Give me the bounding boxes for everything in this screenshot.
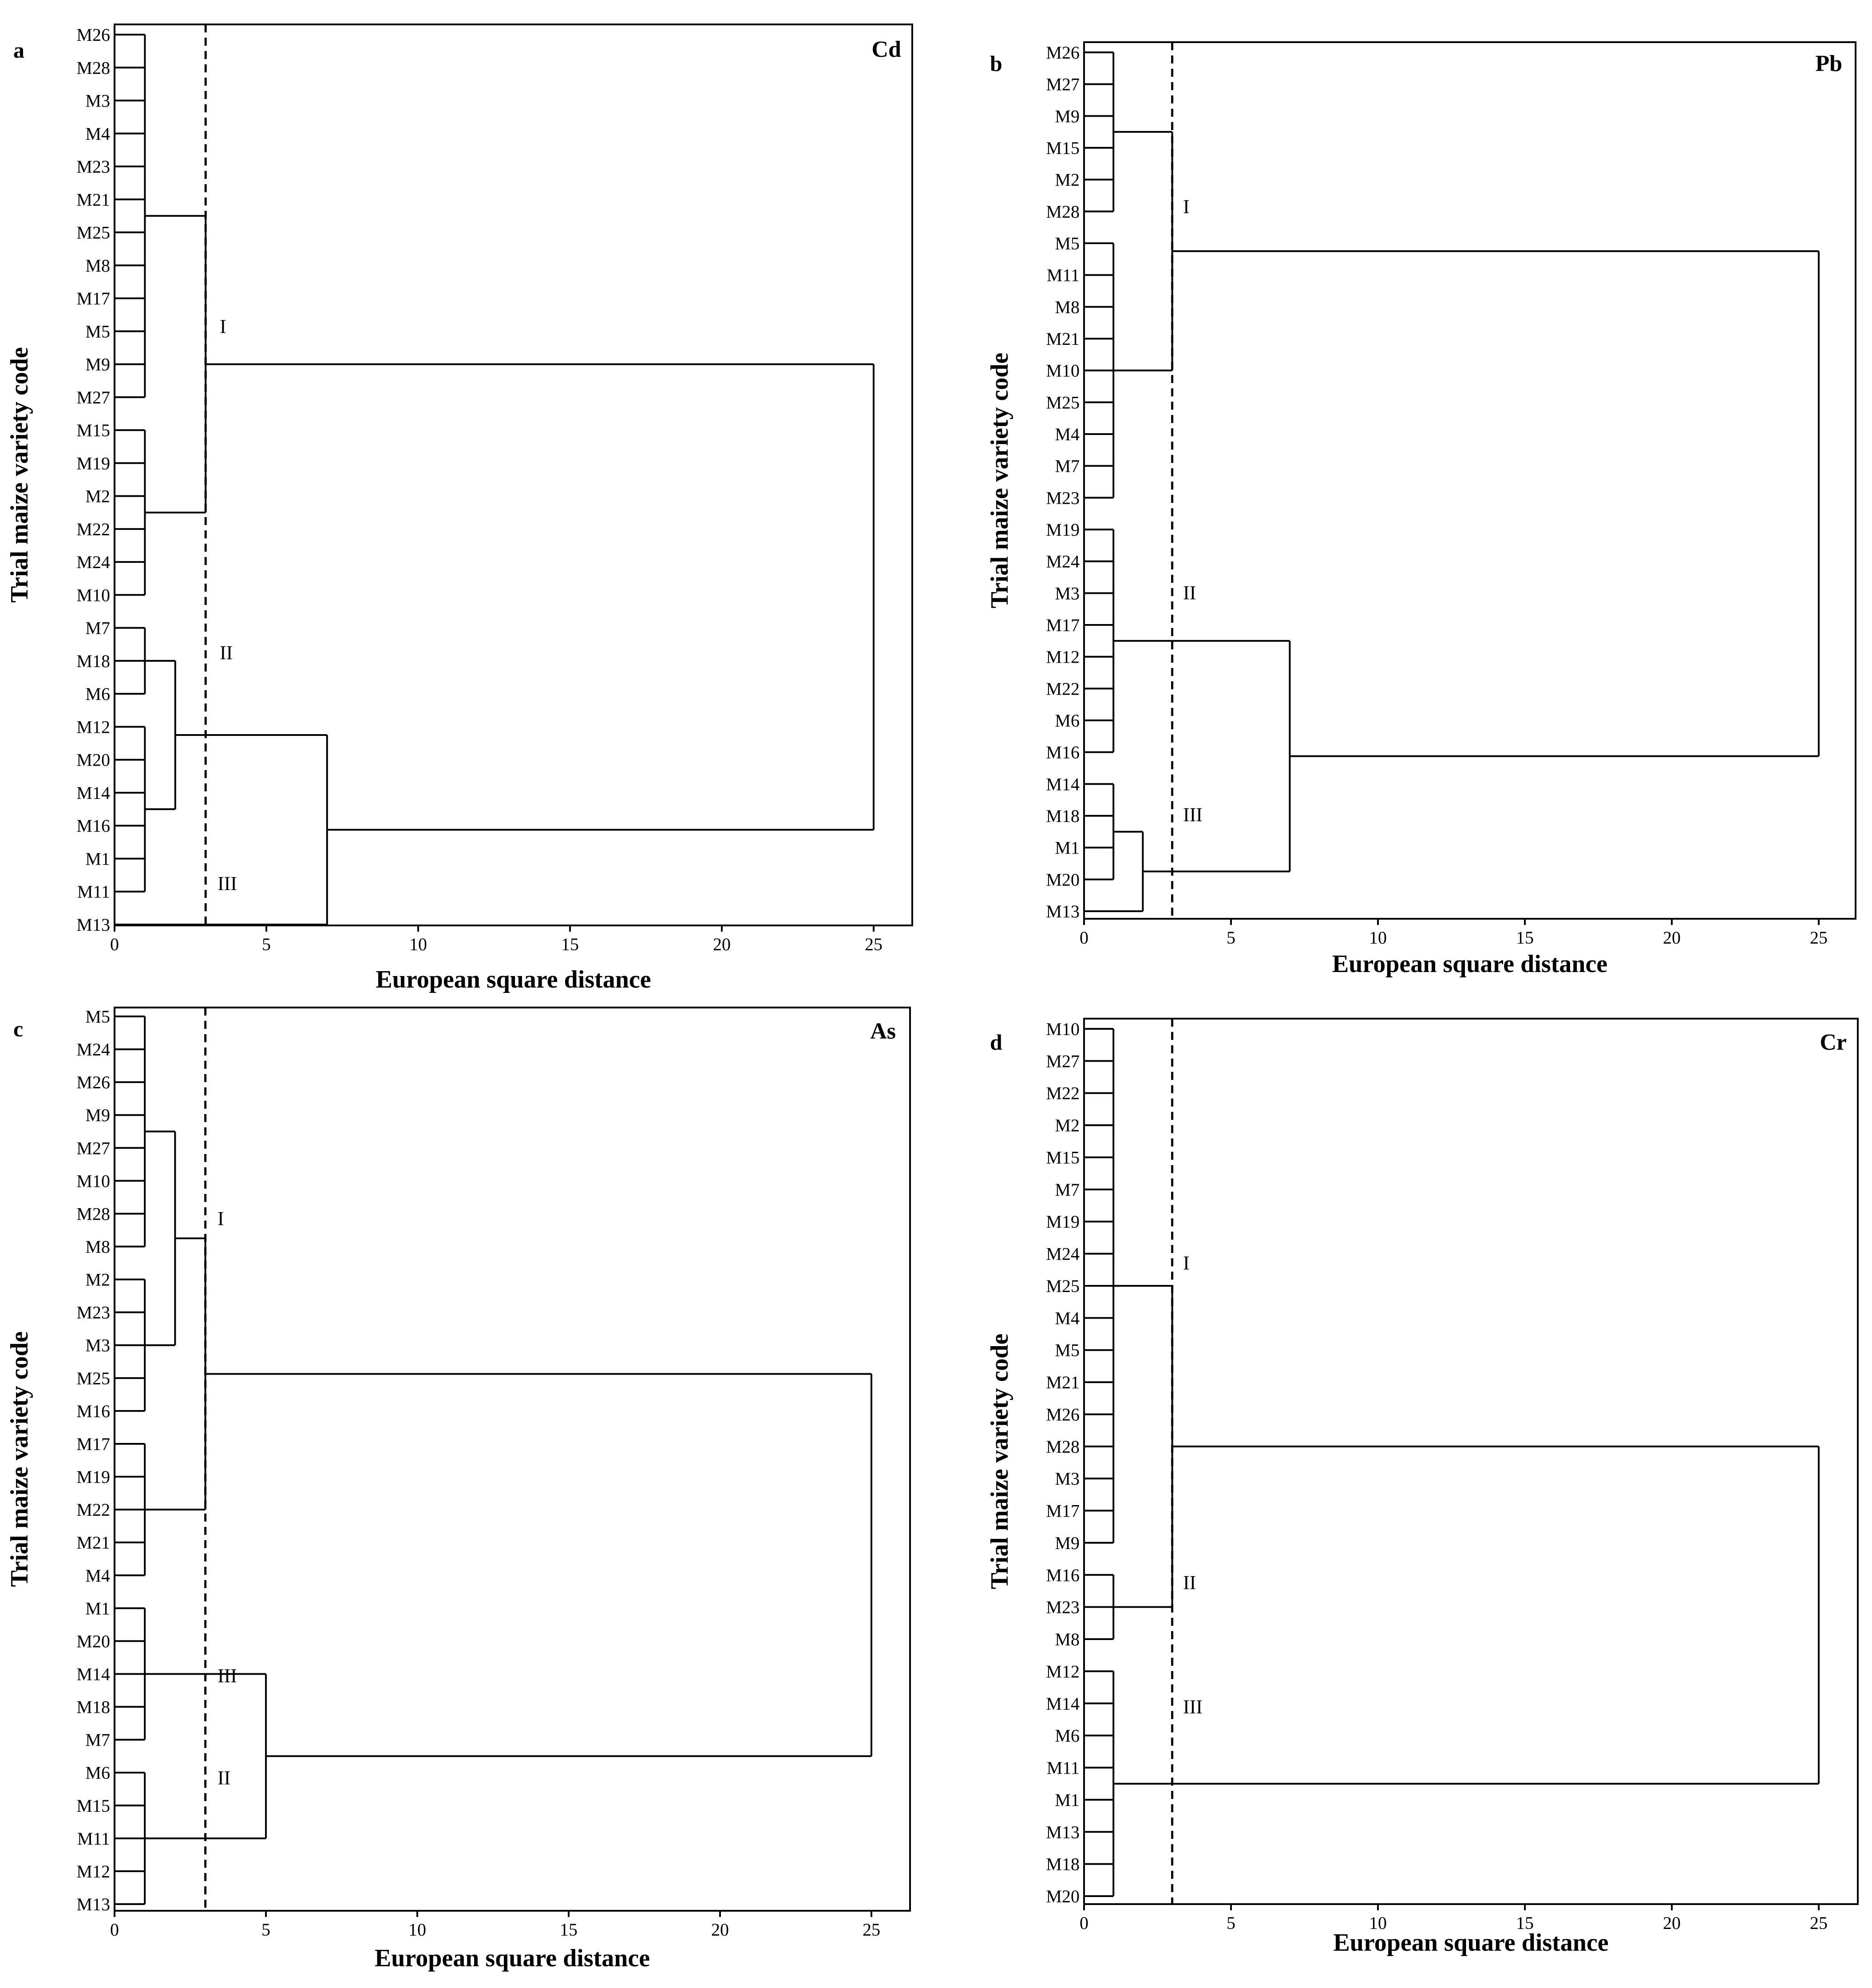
leaf-label: M10 — [76, 585, 110, 605]
x-axis-title: European square distance — [376, 966, 651, 993]
leaf-label: M22 — [76, 519, 110, 539]
cluster-label: II — [1183, 1572, 1196, 1593]
cluster-label: III — [1183, 804, 1203, 826]
x-tick-label: 0 — [1080, 928, 1088, 948]
leaf-label: M12 — [76, 1861, 110, 1881]
x-tick-label: 25 — [1810, 928, 1828, 948]
leaf-label: M27 — [1046, 1051, 1080, 1071]
x-axis-title: European square distance — [374, 1945, 650, 1972]
leaf-label: M4 — [1055, 424, 1080, 444]
x-tick-label: 0 — [110, 934, 119, 954]
leaf-label: M11 — [77, 881, 110, 902]
leaf-label: M28 — [1046, 1436, 1080, 1457]
y-axis-title: Trial maize variety code — [6, 1331, 33, 1587]
x-tick-label: 5 — [261, 1920, 270, 1940]
leaf-label: M16 — [1046, 1565, 1080, 1585]
cluster-label: II — [218, 1767, 231, 1789]
leaf-label: M6 — [1055, 711, 1080, 731]
x-axis-title: European square distance — [1332, 950, 1608, 978]
leaf-label: M5 — [85, 321, 110, 342]
leaf-label: M3 — [85, 1335, 110, 1356]
leaf-label: M11 — [1046, 265, 1080, 285]
leaf-label: M18 — [1046, 1854, 1080, 1874]
leaf-label: M3 — [1055, 1469, 1080, 1489]
leaf-label: M26 — [1046, 1404, 1080, 1425]
x-tick-label: 10 — [408, 1920, 426, 1940]
leaf-label: M17 — [76, 1434, 110, 1454]
leaf-label: M12 — [76, 717, 110, 737]
leaf-label: M16 — [1046, 742, 1080, 763]
metal-label: Pb — [1815, 51, 1842, 76]
cluster-label: I — [218, 1208, 224, 1229]
panel-letter: c — [13, 1016, 24, 1041]
panel-c — [6, 1007, 910, 1972]
leaf-label: M21 — [1046, 329, 1080, 349]
leaf-label: M5 — [1055, 233, 1080, 253]
leaf-label: M13 — [76, 1894, 110, 1914]
x-tick-label: 25 — [1810, 1913, 1828, 1933]
panel-letter: d — [990, 1030, 1002, 1055]
leaf-label: M9 — [85, 354, 110, 375]
leaf-label: M17 — [76, 289, 110, 309]
leaf-label: M16 — [76, 816, 110, 836]
x-tick-label: 15 — [560, 1920, 578, 1940]
cluster-label: I — [1183, 1252, 1190, 1274]
leaf-label: M12 — [1046, 647, 1080, 667]
leaf-label: M17 — [1046, 1501, 1080, 1521]
leaf-label: M26 — [1046, 43, 1080, 63]
leaf-label: M10 — [1046, 1019, 1080, 1039]
leaf-label: M24 — [1046, 1244, 1080, 1264]
leaf-label: M2 — [85, 1269, 110, 1290]
x-tick-label: 5 — [1227, 928, 1235, 948]
x-tick-label: 20 — [1663, 928, 1681, 948]
leaf-label: M28 — [76, 1204, 110, 1224]
x-tick-label: 10 — [409, 934, 427, 954]
leaf-label: M13 — [1046, 901, 1080, 921]
leaf-label: M28 — [76, 58, 110, 78]
leaf-label: M15 — [1046, 138, 1080, 158]
cluster-label: II — [220, 642, 233, 664]
leaf-label: M22 — [1046, 1083, 1080, 1103]
plot-frame — [1084, 42, 1856, 919]
leaf-label: M18 — [76, 1697, 110, 1717]
leaf-label: M5 — [1055, 1340, 1080, 1360]
cluster-label: I — [1183, 196, 1190, 217]
x-tick-label: 15 — [561, 934, 579, 954]
leaf-label: M17 — [1046, 615, 1080, 635]
y-axis-title: Trial maize variety code — [6, 347, 33, 603]
x-tick-label: 0 — [1080, 1913, 1088, 1933]
cluster-label: III — [1183, 1696, 1203, 1718]
leaf-label: M6 — [85, 684, 110, 704]
x-tick-label: 15 — [1516, 1913, 1534, 1933]
y-axis-title: Trial maize variety code — [986, 352, 1013, 609]
leaf-label: M26 — [76, 1072, 110, 1093]
leaf-label: M14 — [1046, 774, 1080, 794]
plot-frame — [115, 1008, 910, 1911]
x-tick-label: 25 — [863, 1920, 880, 1940]
panel-b — [986, 42, 1856, 978]
x-tick-label: 10 — [1369, 928, 1387, 948]
leaf-label: M10 — [1046, 360, 1080, 381]
leaf-label: M2 — [1055, 170, 1080, 190]
cluster-label: III — [218, 873, 237, 894]
cluster-label: I — [220, 316, 226, 337]
leaf-label: M7 — [1055, 1179, 1080, 1200]
leaf-label: M23 — [76, 1302, 110, 1323]
leaf-label: M25 — [1046, 1276, 1080, 1296]
plot-frame — [1084, 1019, 1858, 1904]
leaf-label: M12 — [1046, 1661, 1080, 1682]
leaf-label: M6 — [1055, 1726, 1080, 1746]
leaf-label: M8 — [85, 255, 110, 276]
leaf-label: M25 — [76, 222, 110, 243]
leaf-label: M7 — [85, 618, 110, 638]
leaf-label: M11 — [1046, 1758, 1080, 1778]
leaf-label: M15 — [76, 420, 110, 441]
x-tick-label: 20 — [711, 1920, 729, 1940]
leaf-label: M16 — [76, 1401, 110, 1421]
leaf-label: M22 — [76, 1500, 110, 1520]
leaf-label: M23 — [1046, 1597, 1080, 1617]
x-tick-label: 20 — [713, 934, 731, 954]
leaf-label: M4 — [1055, 1308, 1080, 1328]
x-tick-label: 0 — [110, 1920, 119, 1940]
leaf-label: M18 — [76, 651, 110, 671]
metal-label: Cr — [1820, 1030, 1847, 1055]
leaf-label: M8 — [85, 1237, 110, 1257]
leaf-label: M9 — [1055, 106, 1080, 126]
leaf-label: M2 — [1055, 1115, 1080, 1136]
leaf-label: M1 — [85, 849, 110, 869]
leaf-label: M9 — [1055, 1533, 1080, 1553]
leaf-label: M24 — [76, 1039, 110, 1060]
leaf-label: M4 — [85, 123, 110, 144]
leaf-label: M2 — [85, 486, 110, 506]
leaf-label: M13 — [1046, 1822, 1080, 1842]
panel-a — [6, 24, 912, 993]
leaf-label: M15 — [1046, 1147, 1080, 1168]
panel-d — [986, 1019, 1858, 1956]
leaf-label: M14 — [76, 783, 110, 803]
leaf-label: M7 — [1055, 456, 1080, 476]
leaf-label: M27 — [76, 387, 110, 407]
leaf-label: M21 — [76, 1533, 110, 1553]
leaf-label: M21 — [76, 190, 110, 210]
leaf-label: M3 — [1055, 583, 1080, 604]
leaf-label: M4 — [85, 1565, 110, 1586]
leaf-label: M24 — [1046, 551, 1080, 572]
leaf-label: M10 — [76, 1171, 110, 1191]
leaf-label: M21 — [1046, 1372, 1080, 1393]
leaf-label: M26 — [76, 25, 110, 45]
x-tick-label: 5 — [1227, 1913, 1235, 1933]
y-axis-title: Trial maize variety code — [986, 1333, 1013, 1589]
leaf-label: M23 — [1046, 488, 1080, 508]
metal-label: Cd — [871, 37, 901, 62]
leaf-label: M20 — [1046, 870, 1080, 890]
leaf-label: M25 — [76, 1368, 110, 1388]
cluster-label: III — [218, 1665, 237, 1687]
leaf-label: M9 — [85, 1105, 110, 1126]
leaf-label: M27 — [1046, 74, 1080, 95]
x-axis-title: European square distance — [1333, 1929, 1609, 1956]
leaf-label: M20 — [76, 1631, 110, 1652]
leaf-label: M1 — [85, 1598, 110, 1619]
leaf-label: M8 — [1055, 297, 1080, 317]
leaf-label: M19 — [76, 1467, 110, 1487]
plot-frame — [115, 24, 912, 925]
leaf-label: M15 — [76, 1795, 110, 1816]
leaf-label: M6 — [85, 1763, 110, 1783]
x-tick-label: 5 — [262, 934, 271, 954]
cluster-label: II — [1183, 582, 1196, 604]
leaf-label: M18 — [1046, 806, 1080, 826]
leaf-label: M14 — [1046, 1693, 1080, 1714]
metal-label: As — [870, 1019, 896, 1044]
leaf-label: M13 — [76, 915, 110, 935]
leaf-label: M3 — [85, 91, 110, 111]
x-tick-label: 25 — [865, 934, 883, 954]
x-tick-label: 20 — [1663, 1913, 1681, 1933]
x-tick-label: 15 — [1516, 928, 1534, 948]
leaf-label: M11 — [77, 1828, 110, 1849]
leaf-label: M5 — [85, 1007, 110, 1027]
panel-letter: a — [13, 38, 24, 63]
leaf-label: M27 — [76, 1138, 110, 1158]
leaf-label: M8 — [1055, 1629, 1080, 1650]
leaf-label: M19 — [1046, 520, 1080, 540]
x-tick-label: 10 — [1369, 1913, 1387, 1933]
panel-letter: b — [990, 51, 1002, 76]
leaf-label: M7 — [85, 1730, 110, 1750]
leaf-label: M24 — [76, 552, 110, 573]
leaf-label: M20 — [76, 750, 110, 770]
leaf-label: M19 — [76, 453, 110, 474]
leaf-label: M20 — [1046, 1886, 1080, 1906]
leaf-label: M28 — [1046, 202, 1080, 222]
leaf-label: M23 — [76, 157, 110, 177]
leaf-label: M19 — [1046, 1212, 1080, 1232]
leaf-label: M1 — [1055, 838, 1080, 858]
leaf-label: M1 — [1055, 1790, 1080, 1810]
leaf-label: M25 — [1046, 392, 1080, 413]
leaf-label: M22 — [1046, 679, 1080, 699]
leaf-label: M14 — [76, 1664, 110, 1684]
